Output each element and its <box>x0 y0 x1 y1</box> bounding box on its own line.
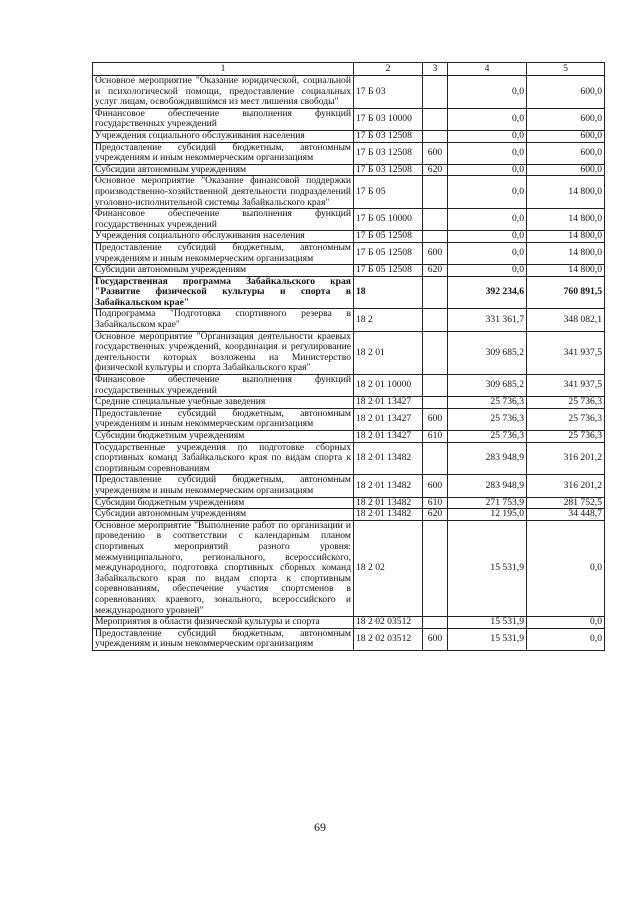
row-value-year1-cell: 0,0 <box>448 176 527 209</box>
row-value-year1-cell: 0,0 <box>448 231 527 243</box>
table-row <box>93 408 605 430</box>
table-row <box>93 108 605 130</box>
row-value-year1-cell: 0,0 <box>448 164 527 176</box>
row-vr-cell <box>423 309 448 331</box>
row-value-year1-cell: 0,0 <box>448 265 527 277</box>
table-row <box>93 130 605 142</box>
row-value-year1-cell: 0,0 <box>448 130 527 142</box>
row-code-cell: 18 2 01 13482 <box>354 475 423 497</box>
table-row <box>93 331 605 374</box>
row-code-cell: 18 2 01 13482 <box>354 442 423 475</box>
row-vr-cell: 620 <box>423 509 448 521</box>
row-code-cell: 17 Б 03 12508 <box>354 164 423 176</box>
row-vr-cell <box>423 130 448 142</box>
row-name-cell: Предоставление субсидий бюджетным, автономным учреждениям и иным некоммерческим организациям <box>93 475 354 497</box>
table-row <box>93 242 605 264</box>
table-row <box>93 617 605 629</box>
row-value-year2-cell: 600,0 <box>527 76 605 109</box>
table-row <box>93 628 605 650</box>
row-code-cell: 17 Б 05 10000 <box>354 209 423 231</box>
table-row <box>93 475 605 497</box>
row-value-year1-cell: 0,0 <box>448 142 527 164</box>
row-vr-cell: 600 <box>423 475 448 497</box>
table-row <box>93 209 605 231</box>
row-value-year1-cell: 0,0 <box>448 108 527 130</box>
column-header-name: 1 <box>93 63 354 76</box>
row-value-year2-cell: 341 937,5 <box>527 375 605 397</box>
row-value-year2-cell: 348 082,1 <box>527 309 605 331</box>
row-value-year2-cell: 14 800,0 <box>527 242 605 264</box>
row-name-cell: Основное мероприятие "Выполнение работ по организации и проведению в соответствии с календарным планом спортивных мероприятий разного уровня: межмуниципального, регионального, всероссийского, международного, подготовка спортивных сборных команд Забайкальского края по видам спорта к спортивным соревнованиям, обеспечение участия спортсменов в соревнованиях краевого, зонального, всероссийского и международного уровней" <box>93 520 354 616</box>
row-code-cell: 18 2 01 13482 <box>354 497 423 509</box>
row-value-year1-cell: 331 361,7 <box>448 309 527 331</box>
row-vr-cell <box>423 176 448 209</box>
row-vr-cell: 600 <box>423 408 448 430</box>
table-row <box>93 276 605 309</box>
row-name-cell: Предоставление субсидий бюджетным, автономным учреждениям и иным некоммерческим организациям <box>93 142 354 164</box>
row-code-cell: 18 <box>354 276 423 309</box>
row-vr-cell <box>423 397 448 409</box>
row-code-cell: 18 2 01 13427 <box>354 408 423 430</box>
row-vr-cell <box>423 276 448 309</box>
row-vr-cell: 600 <box>423 142 448 164</box>
row-name-cell: Основное мероприятие "Оказание финансовой поддержки производственно-хозяйственной деятельности подразделений уголовно-исполнительной системы Забайкальского края" <box>93 176 354 209</box>
row-name-cell: Государственная программа Забайкальского края "Развитие физической культуры и спорта в Забайкальском крае" <box>93 276 354 309</box>
row-code-cell: 17 Б 05 12508 <box>354 265 423 277</box>
row-name-cell: Основное мероприятие "Оказание юридической, социальной и психологической помощи, предоставление социальных услуг лицам, освобождившимся из мест лишения свободы" <box>93 76 354 109</box>
column-header-code: 2 <box>354 63 423 76</box>
column-header-year2: 5 <box>527 63 605 76</box>
row-vr-cell <box>423 231 448 243</box>
row-vr-cell: 620 <box>423 265 448 277</box>
row-name-cell: Подпрограмма "Подготовка спортивного резерва в Забайкальском крае" <box>93 309 354 331</box>
row-value-year1-cell: 0,0 <box>448 242 527 264</box>
row-code-cell: 18 2 01 13427 <box>354 397 423 409</box>
row-name-cell: Субсидии автономным учреждениям <box>93 164 354 176</box>
row-code-cell: 18 2 02 <box>354 520 423 616</box>
row-name-cell: Финансовое обеспечение выполнения функций государственных учреждений <box>93 375 354 397</box>
row-value-year2-cell: 25 736,3 <box>527 397 605 409</box>
row-code-cell: 18 2 01 <box>354 331 423 374</box>
table-row <box>93 431 605 443</box>
row-code-cell: 18 2 01 13482 <box>354 509 423 521</box>
row-vr-cell <box>423 331 448 374</box>
row-value-year2-cell: 0,0 <box>527 628 605 650</box>
row-value-year1-cell: 392 234,6 <box>448 276 527 309</box>
table-row <box>93 265 605 277</box>
row-value-year1-cell: 25 736,3 <box>448 431 527 443</box>
row-name-cell: Предоставление субсидий бюджетным, автономным учреждениям и иным некоммерческим организациям <box>93 408 354 430</box>
budget-table <box>92 62 605 651</box>
table-row <box>93 164 605 176</box>
table-row <box>93 142 605 164</box>
row-value-year2-cell: 0,0 <box>527 617 605 629</box>
table-row <box>93 76 605 109</box>
row-vr-cell <box>423 442 448 475</box>
row-value-year1-cell: 25 736,3 <box>448 408 527 430</box>
row-code-cell: 17 Б 05 12508 <box>354 242 423 264</box>
table-row <box>93 375 605 397</box>
row-value-year1-cell: 12 195,0 <box>448 509 527 521</box>
row-vr-cell: 620 <box>423 164 448 176</box>
row-name-cell: Государственные учреждения по подготовке сборных спортивных команд Забайкальского края по видам спорта к спортивным соревнованиям <box>93 442 354 475</box>
table-row <box>93 231 605 243</box>
row-value-year2-cell: 341 937,5 <box>527 331 605 374</box>
row-vr-cell <box>423 617 448 629</box>
row-name-cell: Учреждения социального обслуживания населения <box>93 130 354 142</box>
row-vr-cell: 610 <box>423 431 448 443</box>
column-header-year1: 4 <box>448 63 527 76</box>
row-vr-cell <box>423 375 448 397</box>
row-value-year2-cell: 0,0 <box>527 520 605 616</box>
table-row <box>93 509 605 521</box>
row-code-cell: 17 Б 05 <box>354 176 423 209</box>
row-vr-cell <box>423 209 448 231</box>
row-name-cell: Субсидии автономным учреждениям <box>93 509 354 521</box>
row-value-year2-cell: 316 201,2 <box>527 442 605 475</box>
row-value-year1-cell: 0,0 <box>448 209 527 231</box>
row-vr-cell: 600 <box>423 628 448 650</box>
row-code-cell: 18 2 02 03512 <box>354 617 423 629</box>
row-value-year2-cell: 25 736,3 <box>527 431 605 443</box>
row-name-cell: Мероприятия в области физической культуры и спорта <box>93 617 354 629</box>
column-header-vr: 3 <box>423 63 448 76</box>
row-code-cell: 17 Б 03 12508 <box>354 142 423 164</box>
row-value-year2-cell: 316 201,2 <box>527 475 605 497</box>
table-row <box>93 520 605 616</box>
row-value-year2-cell: 14 800,0 <box>527 231 605 243</box>
row-value-year1-cell: 309 685,2 <box>448 375 527 397</box>
row-name-cell: Учреждения социального обслуживания населения <box>93 231 354 243</box>
row-value-year1-cell: 309 685,2 <box>448 331 527 374</box>
row-code-cell: 17 Б 03 <box>354 76 423 109</box>
row-name-cell: Субсидии бюджетным учреждениям <box>93 431 354 443</box>
row-code-cell: 17 Б 03 10000 <box>354 108 423 130</box>
row-value-year1-cell: 283 948,9 <box>448 475 527 497</box>
row-value-year1-cell: 25 736,3 <box>448 397 527 409</box>
row-name-cell: Средние специальные учебные заведения <box>93 397 354 409</box>
row-value-year2-cell: 281 752,5 <box>527 497 605 509</box>
row-value-year2-cell: 600,0 <box>527 130 605 142</box>
table-row <box>93 497 605 509</box>
table-row <box>93 397 605 409</box>
row-name-cell: Финансовое обеспечение выполнения функций государственных учреждений <box>93 108 354 130</box>
row-name-cell: Финансовое обеспечение выполнения функций государственных учреждений <box>93 209 354 231</box>
row-value-year1-cell: 283 948,9 <box>448 442 527 475</box>
row-value-year1-cell: 15 531,9 <box>448 520 527 616</box>
row-code-cell: 17 Б 05 12508 <box>354 231 423 243</box>
row-value-year2-cell: 14 800,0 <box>527 265 605 277</box>
row-vr-cell <box>423 76 448 109</box>
row-vr-cell: 600 <box>423 242 448 264</box>
page-number: 69 <box>314 820 326 834</box>
row-value-year2-cell: 600,0 <box>527 142 605 164</box>
row-value-year2-cell: 25 736,3 <box>527 408 605 430</box>
row-value-year1-cell: 271 753,9 <box>448 497 527 509</box>
row-value-year2-cell: 760 891,5 <box>527 276 605 309</box>
row-vr-cell: 610 <box>423 497 448 509</box>
row-value-year1-cell: 15 531,9 <box>448 628 527 650</box>
table-body <box>93 76 605 651</box>
row-value-year2-cell: 600,0 <box>527 164 605 176</box>
table-header-row <box>93 63 605 76</box>
row-value-year2-cell: 14 800,0 <box>527 209 605 231</box>
row-vr-cell <box>423 108 448 130</box>
row-name-cell: Основное мероприятие "Организация деятельности краевых государственных учреждений, координация и регулирование деятельности которых возложены на Министерство физической культуры и спорта Забайкальского края" <box>93 331 354 374</box>
row-value-year2-cell: 34 448,7 <box>527 509 605 521</box>
row-code-cell: 17 Б 03 12508 <box>354 130 423 142</box>
row-name-cell: Предоставление субсидий бюджетным, автономным учреждениям и иным некоммерческим организациям <box>93 628 354 650</box>
row-code-cell: 18 2 01 10000 <box>354 375 423 397</box>
row-value-year2-cell: 600,0 <box>527 108 605 130</box>
table-row <box>93 442 605 475</box>
row-vr-cell <box>423 520 448 616</box>
table-row <box>93 176 605 209</box>
row-code-cell: 18 2 <box>354 309 423 331</box>
row-name-cell: Предоставление субсидий бюджетным, автономным учреждениям и иным некоммерческим организациям <box>93 242 354 264</box>
row-code-cell: 18 2 02 03512 <box>354 628 423 650</box>
row-name-cell: Субсидии бюджетным учреждениям <box>93 497 354 509</box>
row-value-year1-cell: 0,0 <box>448 76 527 109</box>
row-code-cell: 18 2 01 13427 <box>354 431 423 443</box>
row-value-year1-cell: 15 531,9 <box>448 617 527 629</box>
row-value-year2-cell: 14 800,0 <box>527 176 605 209</box>
table-row <box>93 309 605 331</box>
row-name-cell: Субсидии автономным учреждениям <box>93 265 354 277</box>
